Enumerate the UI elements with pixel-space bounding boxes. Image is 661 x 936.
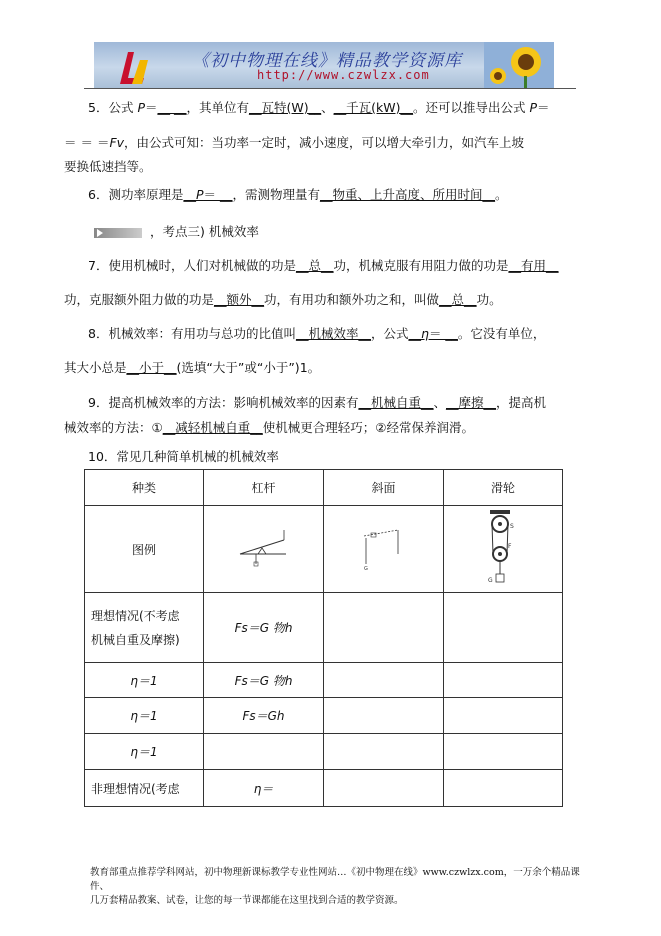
sunflower-icon — [484, 42, 554, 88]
answer-kilowatt: __千瓦(kW)__ — [333, 100, 413, 115]
eta-row2-pulley — [444, 698, 563, 734]
lever-diagram — [204, 506, 324, 593]
ideal-lever-formula: Fs＝G 物h — [204, 593, 324, 663]
incline-figure-icon — [354, 524, 414, 572]
eta-row3-label: η＝1 — [85, 734, 204, 770]
footer-note: 教育部重点推荐学科网站，初中物理新课标教学专业性网站…《初中物理在线》www.czwlzx.com，一万余个精品课件、 几万套精品教案、试卷，让您的每一节课都能在这里找到合适的教学资源。 — [90, 867, 580, 906]
answer-measured-quantities: __物重、上升高度、所用时间__ — [320, 187, 496, 202]
eta-row2-lever: Fs＝Gh — [204, 698, 324, 734]
banner-url[interactable]: http://www.czwlzx.com — [257, 68, 430, 82]
pulley-figure-icon — [486, 508, 520, 588]
q6-line: 6．测功率原理是__P＝ __，需测物理量有__物重、上升高度、所用时间__。 — [88, 187, 508, 202]
eta-row1-pulley — [444, 663, 563, 698]
header-incline: 斜面 — [324, 470, 444, 506]
row-diagram-label: 图例 — [85, 506, 204, 593]
eta-row1-lever: Fs＝G 物h — [204, 663, 324, 698]
q7-line2: 功，克服额外阻力做的功是__额外__功，有用功和额外功之和，叫做__总__功。 — [64, 292, 502, 307]
q7-line1: 7．使用机械时，人们对机械做的功是__总__功，机械克服有用阻力做的功是__有用__ — [88, 258, 559, 273]
q8-line2: 其大小总是__小于__(选填“大于”或“小于”)1。 — [64, 360, 321, 375]
eta-row2-incline — [324, 698, 444, 734]
q8-line1: 8．机械效率：有用功与总功的比值叫__机械效率__，公式__η＝ __。它没有单位， — [88, 326, 546, 341]
q9-line1: 9．提高机械效率的方法：影响机械效率的因素有__机械自重__、__摩擦__，提高机 — [88, 395, 547, 410]
eta-row1-incline — [324, 663, 444, 698]
row-ideal-label: 理想情况(不考虑 机械自重及摩擦) — [85, 593, 204, 663]
nonideal-lever-formula: η＝ — [204, 770, 324, 807]
header-banner — [94, 42, 554, 88]
q5-line3: 要换低速挡等。 — [64, 159, 152, 174]
lever-figure-icon — [234, 526, 294, 570]
answer-watt: __瓦特(W)__ — [249, 100, 322, 115]
efficiency-table — [84, 469, 563, 807]
ideal-pulley-cell — [444, 593, 563, 663]
banner-title: 《初中物理在线》精品教学资源库 — [192, 51, 462, 71]
header-rule — [84, 88, 576, 89]
incline-diagram — [324, 506, 444, 593]
svg-text:S: S — [510, 522, 514, 530]
ideal-incline-cell — [324, 593, 444, 663]
logo-icon — [114, 44, 154, 86]
eta-row2-label: η＝1 — [85, 698, 204, 734]
header-pulley: 滑轮 — [444, 470, 563, 506]
eta-row1-label: η＝1 — [85, 663, 204, 698]
section-header: ，考点三) 机械效率 — [94, 222, 259, 240]
eta-row3-lever — [204, 734, 324, 770]
q5-line1: 5．公式 P＝__ __，其单位有__瓦特(W)__、__千瓦(kW)__。还可以推导出公式 P＝ — [88, 100, 550, 115]
q9-line2: 械效率的方法：①__减轻机械自重__使机械更合理轻巧；②经常保养润滑。 — [64, 420, 474, 435]
q5-line2: ＝ ＝ ＝Fv，由公式可知：当功率一定时，减小速度，可以增大牵引力，如汽车上坡 — [64, 135, 525, 150]
section-tag-icon — [94, 228, 142, 238]
svg-text:F: F — [508, 542, 512, 550]
header-lever: 杠杆 — [204, 470, 324, 506]
eta-row3-incline — [324, 734, 444, 770]
nonideal-incline-cell — [324, 770, 444, 807]
q10-title: 10．常见几种简单机械的机械效率 — [88, 449, 279, 464]
svg-text:G: G — [488, 576, 493, 584]
row-nonideal-label: 非理想情况(考虑 — [85, 770, 204, 807]
svg-text:G: G — [363, 565, 368, 572]
pulley-diagram — [444, 506, 563, 593]
nonideal-pulley-cell — [444, 770, 563, 807]
header-type: 种类 — [85, 470, 204, 506]
eta-row3-pulley — [444, 734, 563, 770]
